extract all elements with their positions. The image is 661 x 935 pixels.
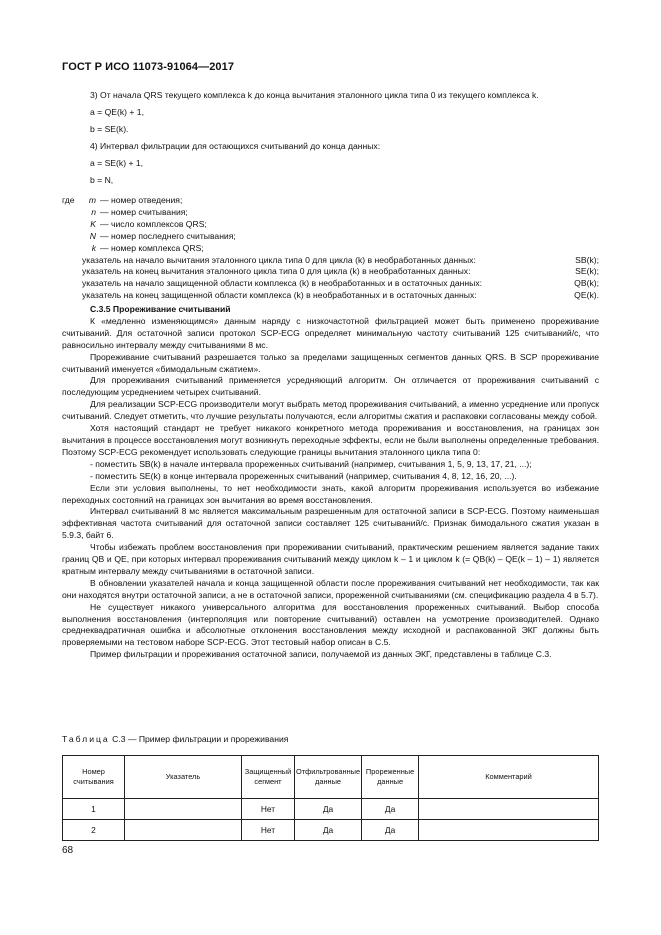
legend-symbol: k	[91, 242, 96, 253]
legend-symbol: m	[88, 195, 96, 205]
legend-text: — номер последнего считывания;	[100, 230, 236, 241]
table-header-cell: Указатель	[125, 756, 242, 799]
pointer-value: SB(k);	[575, 254, 599, 265]
paragraph: Для реализации SCP-ECG производители могут выбрать метод прореживания считываний, а именно усреднение или пропуск считываний. Следует отметить, что лучшие результаты получаются, если алгоритмы сжатия и распаковки согласованы между собой.	[62, 399, 599, 422]
paragraph: Интервал считываний 8 мс является максимальным разрешенным для остаточной записи в SCP-ECG. Поэтому наименьшая эффективная частота считываний для остаточной записи составляет 125 считываний/с. Признак бимодального сжатия указан в 5.9.3, байт 6.	[62, 506, 599, 541]
table-cell: Да	[295, 799, 362, 820]
document-header: ГОСТ Р ИСО 11073-91064—2017	[62, 61, 235, 73]
table-cell: Нет	[242, 820, 295, 841]
legend-text: — номер отведения;	[100, 195, 183, 205]
legend-symbol: N	[89, 230, 96, 241]
table-header-cell: Отфильтрованные данные	[295, 756, 362, 799]
paragraph: Хотя настоящий стандарт не требует никакого конкретного метода прореживания и восстановления, на границах зон вычитания в процессе восстановления могут возникнуть переходные эффекты, если не были выполнены определенные требования. Поэтому SCP-ECG рекомендует использовать следующие границы вычитания эталонного цикла типа 0:	[62, 423, 599, 457]
table-caption-text: С.3 — Пример фильтрации и прореживания	[112, 734, 289, 744]
formula-a2: a = SE(k) + 1,	[90, 157, 144, 168]
formula-b2: b = N,	[90, 174, 114, 185]
paragraph: Пример фильтрации и прореживания остаточной записи, получаемой из данных ЭКГ, представлены в таблице С.3.	[90, 649, 552, 660]
table-caption	[62, 734, 288, 744]
legend-row	[62, 231, 599, 243]
table-cell	[125, 799, 242, 820]
pointer-text: указатель на начало защищенной области комплекса (k) в необработанных и в остаточных данных:	[82, 278, 483, 289]
table-header-cell: Защищенный сегмент	[242, 756, 295, 799]
pointer-text: указатель на начало вычитания эталонного цикла типа 0 для цикла (k) в необработанных данных:	[82, 254, 476, 265]
table-cell: 1	[63, 799, 125, 820]
paragraph: В обновлении указателей начала и конца защищенной области после прореживания считываний нет необходимости, так как они находятся внутри остаточной записи, а не в остаточной записи, прореженной считываниями (см. спецификацию раздела 4 в 5.7).	[62, 577, 599, 600]
legend-symbol: n	[91, 206, 96, 217]
pointer-text: указатель на конец вычитания эталонного цикла типа 0 для цикла (k) в необработанных данных:	[82, 266, 471, 277]
table-row	[63, 799, 599, 820]
dash-item: - поместить SB(k) в начале интервала прореженных считываний (например, считывания 1, 5, 9, 13, 17, 21, ...);	[90, 458, 532, 469]
table-header-cell: Комментарий	[419, 756, 599, 799]
paragraph: Чтобы избежать проблем восстановления при прореживании считываний, практическим решением является задание таких границ QB и QE, при которых интервал прореживания считываний между циклом k – 1 и циклом k (= QB(k) – QE(k – 1) – 1) является кратным интервалу между считываниями в остаточной записи.	[62, 542, 599, 576]
dash-item: - поместить SE(k) в конце интервала прореженных считываний (например, считывания 4, 8, 12, 16, 20, ...).	[90, 470, 517, 481]
table-cell: Нет	[242, 799, 295, 820]
table-cell	[125, 820, 242, 841]
example-table	[62, 755, 599, 841]
pointer-value: SE(k);	[575, 266, 599, 277]
table-header-cell: Прореженные данные	[362, 756, 419, 799]
formula-b1: b = SE(k).	[90, 123, 129, 134]
legend-symbol: K	[90, 218, 96, 229]
item-3: 3) От начала QRS текущего комплекса k до конца вычитания эталонного цикла типа 0 из текущего комплекса k.	[90, 90, 539, 100]
table-cell: Да	[362, 820, 419, 841]
pointer-value: QB(k);	[574, 278, 599, 289]
table-header-row	[63, 756, 599, 799]
paragraph: Не существует никакого универсального алгоритма для восстановления прореженных считываний. Выбор способа выполнения восстановления (интерполяция или повторение считываний) оставлен на усмотрение производителей. Однако среднеквадратичная ошибка и абсолютные отклонения восстановления между исходной и распакованной ЭКГ должны быть проверяемыми на тестовом наборе SCP-ECG. Этот тестовый набор описан в С.5.	[62, 601, 599, 648]
legend-row	[62, 219, 599, 231]
table-cell	[419, 820, 599, 841]
section-body	[62, 304, 599, 661]
pointer-row	[62, 290, 599, 302]
legend-text: — номер считывания;	[100, 206, 188, 217]
pointer-row	[62, 255, 599, 267]
pointer-row	[62, 278, 599, 290]
paragraph: Если эти условия выполнены, то нет необходимости знать, какой алгоритм прореживания используется во избежание переходных состояний на границах зон вычитания во время восстановления.	[62, 482, 599, 505]
paragraph: К «медленно изменяющимся» данным наряду с низкочастотной фильтрацией может быть применено прореживание считываний. Для остаточной записи протокол SCP-ECG определяет минимальную частоту считываний 125 считываний/с, что равносильно интервалу между считываниями 8 мс.	[62, 315, 599, 350]
pointer-row	[62, 266, 599, 278]
page-number: 68	[62, 845, 74, 856]
legend-row	[62, 243, 599, 255]
legend-text: — номер комплекса QRS;	[100, 242, 204, 253]
legend-intro: где	[62, 195, 75, 205]
legend	[62, 195, 599, 302]
section-title: С.3.5 Прореживание считываний	[90, 304, 231, 314]
table-cell: 2	[63, 820, 125, 841]
paragraph: Для прореживания считываний применяется усредняющий алгоритм. Он отличается от прореживания считываний с последующим усреднением четырех считываний.	[62, 375, 599, 398]
legend-row	[62, 207, 599, 219]
table-cell	[419, 799, 599, 820]
legend-text: — число комплексов QRS;	[100, 218, 207, 229]
top-formulas	[62, 90, 599, 186]
table-caption-word: Таблица	[62, 734, 110, 744]
table-cell: Да	[295, 820, 362, 841]
legend-row	[62, 195, 599, 207]
table-row	[63, 820, 599, 841]
table-header-cell: Номер считывания	[63, 756, 125, 799]
pointer-text: указатель на конец защищенной области комплекса (k) в необработанных и в остаточных данных:	[82, 290, 477, 301]
formula-a1: a = QE(k) + 1,	[90, 106, 144, 117]
table-cell: Да	[362, 799, 419, 820]
pointer-value: QE(k).	[574, 290, 599, 301]
item-4: 4) Интервал фильтрации для остающихся считываний до конца данных:	[90, 140, 381, 151]
paragraph: Прореживание считываний разрешается только за пределами защищенных сегментов данных QRS. В SCP прореживание считываний именуется «бимодальным сжатием».	[62, 351, 599, 374]
